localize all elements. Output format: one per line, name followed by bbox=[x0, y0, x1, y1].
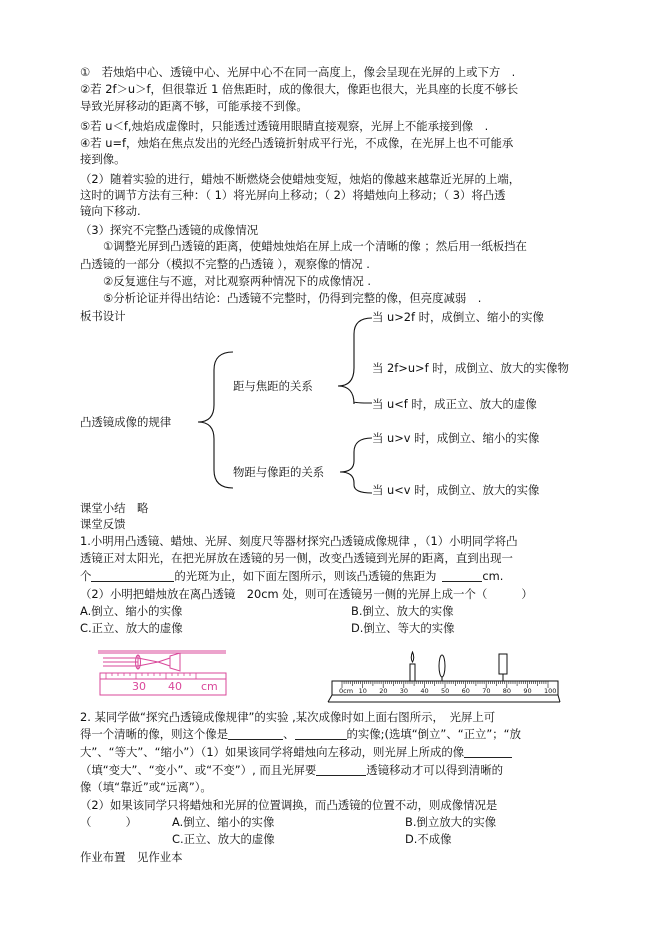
q2-blank-change[interactable] bbox=[464, 745, 512, 758]
board-leaf-3: 当 u<f 时，成正立、放大的虚像 bbox=[372, 397, 537, 411]
board-leaf-1: 当 u>2f 时，成倒立、缩小的实像 bbox=[372, 310, 544, 324]
q2-blank-size[interactable] bbox=[295, 727, 347, 740]
bench-tick-label: 30 bbox=[399, 687, 409, 695]
left-tick-30: 30 bbox=[132, 680, 146, 693]
screen bbox=[499, 654, 507, 674]
para3-title: （3）探究不完整凸透镜的成像情况 bbox=[80, 223, 259, 237]
board-heading: 板书设计 bbox=[80, 309, 126, 323]
q1-line-b: 透镜正对太阳光，在把光屏放在透镜的另一侧，改变凸透镜到光屏的距离，直到出现一 bbox=[80, 551, 513, 565]
q1-blank-focal[interactable] bbox=[442, 569, 482, 582]
q1-option-b: B.倒立、放大的实像 bbox=[351, 604, 454, 618]
q2-c-pre: 大”、“等大”、“缩小”）（1）如果该同学将蜡烛向左移动，则光屏上所成的像 bbox=[80, 745, 465, 759]
para3-step3: ⑤分析论证并得出结论：凸透镜不完整时，仍得到完整的像，但亮度减弱 . bbox=[103, 291, 482, 305]
q2-line-a: 2. 某同学做“探究凸透镜成像规律”的实验 ,某次成像时如上面右图所示， 光屏上可 bbox=[80, 710, 496, 724]
note-line-4b: 接到像。 bbox=[80, 152, 126, 166]
q1-line-a: 1.小明用凸透镜、蜡烛、光屏、刻度尺等器材探究凸透镜成像规律 ，（1）小明同学将凸 bbox=[80, 534, 518, 548]
note-line-3: ⑤若 u＜f,烛焰成虚像时，只能透过透镜用眼睛直接观察，光屏上不能承接到像 . bbox=[80, 119, 489, 133]
bench-tick-label: 60 bbox=[461, 687, 470, 695]
q1-option-d: D.倒立、等大的实像 bbox=[351, 621, 455, 635]
summary-text: 课堂小结 略 bbox=[80, 501, 149, 515]
q2-d-pre: （填“变大”、“变小”、或“不变”）, 而且光屏要 bbox=[80, 763, 317, 777]
lens bbox=[439, 655, 445, 677]
bench-tick-label: 70 bbox=[482, 687, 491, 695]
q1-blank-spot[interactable] bbox=[91, 569, 174, 582]
left-tick-cm: cm bbox=[201, 680, 218, 693]
q2-b-pre: 得一个清晰的像，则这个像是 bbox=[80, 727, 229, 741]
q1-option-c: C.正立、放大的虚像 bbox=[80, 621, 183, 635]
q2-line-c bbox=[80, 744, 512, 761]
q2-paren: （ ） bbox=[80, 815, 137, 829]
q2-option-a: A.倒立、缩小的实像 bbox=[172, 815, 275, 829]
left-tick-40: 40 bbox=[168, 680, 182, 693]
bench-tick-label: 100 bbox=[544, 687, 557, 695]
bench-tick-label: 20 bbox=[379, 687, 388, 695]
q2-option-c: C.正立、放大的虚像 bbox=[172, 832, 275, 846]
para3-step2: ②反复遮住与不遮，对比观察两种情况下的成像情况 . bbox=[103, 274, 372, 288]
q2-blank-orientation[interactable] bbox=[228, 727, 283, 740]
bench-tick-label: 40 bbox=[420, 687, 429, 695]
q1-line-c bbox=[80, 568, 503, 585]
q2-line-e: 像（填“靠近”或“远离”）。 bbox=[80, 780, 212, 794]
board-leaf-4: 当 u>v 时，成倒立、缩小的实像 bbox=[372, 431, 540, 445]
q2-line-d bbox=[80, 762, 503, 779]
q2-line-b bbox=[80, 726, 521, 743]
q1-c-mid: 的光斑为止，如下面左图所示，则该凸透镜的焦距为 bbox=[174, 569, 437, 583]
para3-step1b: 凸透镜的一部分（模拟不完整的凸透镜 ），观察像的情况 . bbox=[80, 257, 370, 271]
note-line-4a: ④若 u=f，烛焰在焦点发出的光经凸透镜折射成平行光，不成像，在光屏上也不可能承 bbox=[80, 136, 514, 150]
bench-tick-label: 10 bbox=[358, 687, 367, 695]
note-line-2a: ②若 2f＞u＞f，但很靠近 1 倍焦距时，成的像很大，像距也很大，光具座的长度不够长 bbox=[80, 82, 519, 96]
left-ruler-ticks bbox=[106, 673, 196, 679]
q2-blank-direction[interactable] bbox=[316, 763, 366, 776]
q1-option-a: A.倒立、缩小的实像 bbox=[80, 604, 183, 618]
board-branch-2: 物距与像距的关系 bbox=[233, 465, 325, 479]
candle bbox=[410, 664, 415, 681]
bench-tick-label: 0cm bbox=[339, 687, 354, 695]
para2-line-b: 这时的调节方法有三种：（ 1）将光屏向上移动；（ 2）将蜡烛向上移动；（ 3）将凸透 bbox=[80, 188, 506, 202]
candle-flame bbox=[411, 652, 414, 662]
figure-optical-bench bbox=[328, 646, 560, 704]
feedback-heading: 课堂反馈 bbox=[80, 517, 126, 531]
q2-b-post: 的实像;(选填“倒立”、“正立”；“放 bbox=[346, 727, 521, 741]
q2-d-post: 透镜移动才可以得到清晰的 bbox=[366, 763, 503, 777]
board-branch-1: 距与焦距的关系 bbox=[233, 379, 313, 393]
bench-tick-label: 90 bbox=[523, 687, 532, 695]
q1-c-pre: 个 bbox=[80, 569, 92, 583]
q2-option-d: D.不成像 bbox=[405, 832, 452, 846]
main-brace bbox=[198, 352, 233, 488]
bench-tick-label: 80 bbox=[502, 687, 512, 695]
homework: 作业布置 见作业本 bbox=[80, 850, 183, 864]
para2-line-a: （2）随着实验的进行，蜡烛不断燃烧会使蜡烛变短，烛焰的像越来越靠近光屏的上端， bbox=[80, 172, 521, 186]
figure-focal-length bbox=[98, 645, 233, 705]
upper-brace bbox=[338, 318, 372, 404]
note-line-2b: 导致光屏移动的距离不够，可能承接不到像。 bbox=[80, 99, 308, 113]
note-line-1: ① 若烛焰中心、透镜中心、光屏中心不在同一高度上，像会呈现在光屏的上或下方 . bbox=[80, 65, 516, 79]
board-leaf-5: 当 u<v 时，成倒立、放大的实像 bbox=[372, 483, 540, 497]
q1-line-d: （2）小明把蜡烛放在离凸透镜 20cm 处，则可在透镜另一侧的光屏上成一个（ ） bbox=[80, 587, 533, 601]
board-leaf-2: 当 2f>u>f 时，成倒立、放大的实像物 bbox=[372, 361, 569, 375]
q1-c-post: cm. bbox=[482, 569, 504, 583]
q2-b-sep: 、 bbox=[283, 727, 295, 741]
board-root: 凸透镜成像的规律 bbox=[80, 415, 172, 429]
bench-tick-label: 50 bbox=[441, 687, 450, 695]
q2-option-b: B.倒立放大的实像 bbox=[405, 815, 497, 829]
q2-line-f: （2）如果该同学只将蜡烛和光屏的位置调换，而凸透镜的位置不动，则成像情况是 bbox=[80, 798, 498, 812]
para3-step1a: ①调整光屏到凸透镜的距离，使蜡烛烛焰在屏上成一个清晰的像 ；然后用一纸板挡在 bbox=[103, 239, 527, 253]
lower-brace bbox=[340, 438, 372, 493]
para2-line-c: 镜向下移动. bbox=[80, 204, 141, 218]
